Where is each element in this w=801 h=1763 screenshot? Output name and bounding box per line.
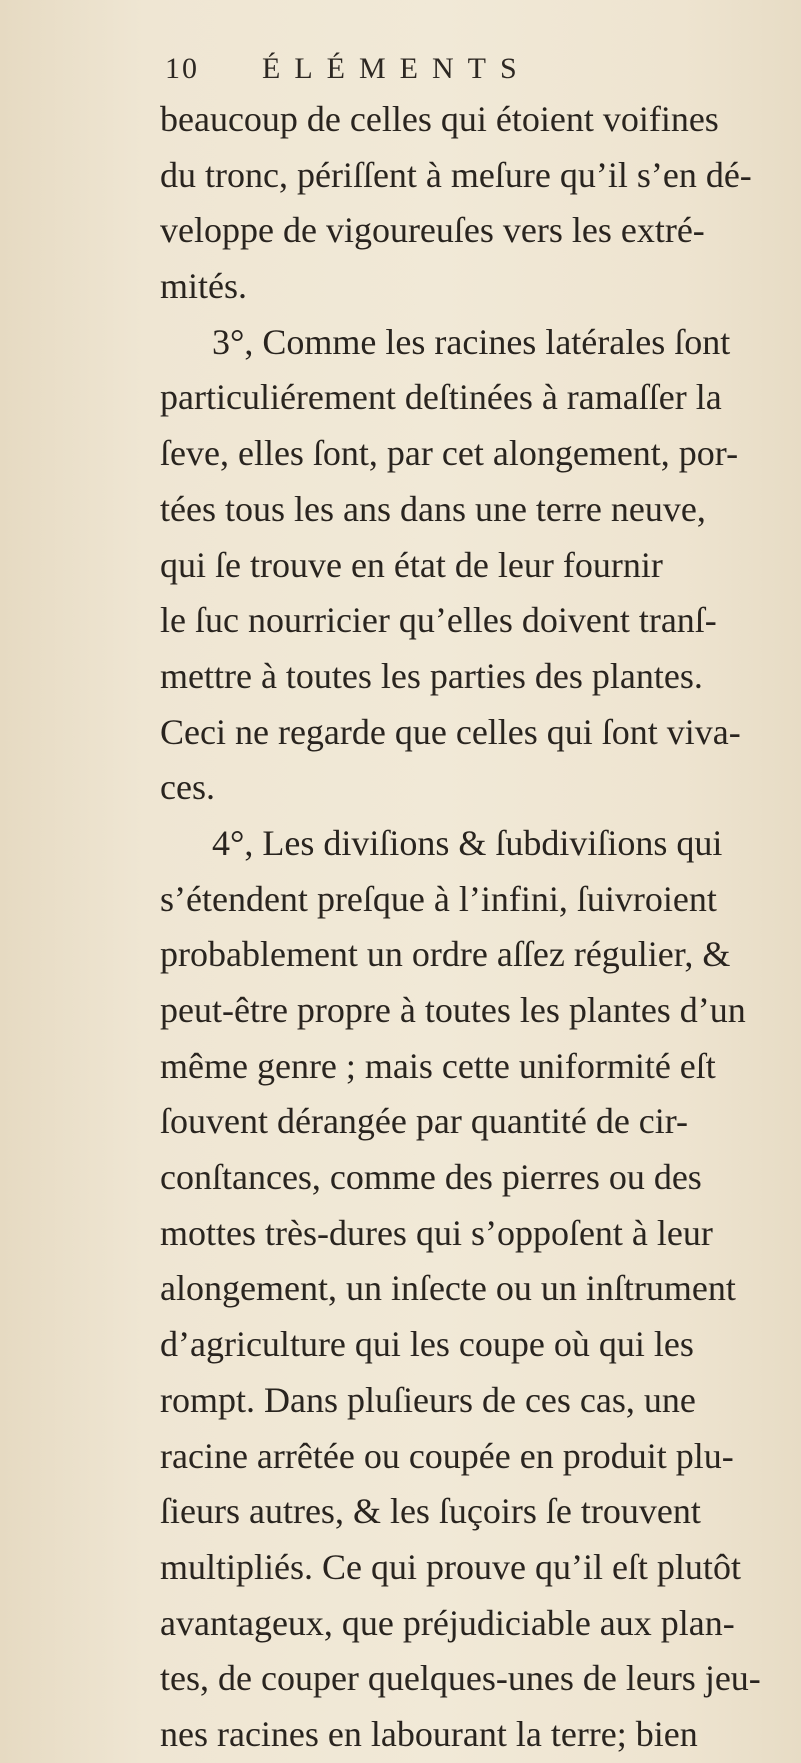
text-line: ſeve, elles ſont, par cet alongement, por- — [160, 433, 739, 474]
text-line: même genre ; mais cette uniformité eſt — [160, 1045, 716, 1086]
text-line: multipliés. Ce qui prouve qu’il eſt plutôt — [160, 1546, 741, 1587]
text-line: qui ſe trouve en état de leur fournir — [160, 544, 663, 585]
text-line: tes, de couper quelques-unes de leurs jeu- — [160, 1658, 761, 1699]
text-line: peut-être propre à toutes les plantes d’un — [160, 990, 746, 1030]
text-line: du tronc, périſſent à meſure qu’il s’en dé- — [160, 154, 752, 195]
paragraph-start-line: 3°, Comme les racines latérales ſont — [212, 321, 731, 362]
text-line: ſouvent dérangée par quantité de cir- — [160, 1101, 689, 1142]
running-head — [165, 52, 785, 92]
text-line: tées tous les ans dans une terre neuve, — [160, 488, 706, 529]
text-line: beaucoup de celles qui étoient voifines — [160, 99, 719, 139]
text-line: mottes très-dures qui s’oppoſent à leur — [160, 1212, 713, 1253]
text-line: mettre à toutes les parties des plantes. — [160, 655, 703, 696]
text-line: rompt. Dans pluſieurs de ces cas, une — [160, 1379, 696, 1420]
text-line: veloppe de vigoureuſes vers les extré- — [160, 210, 705, 251]
text-line: racine arrêtée ou coupée en produit plu- — [160, 1435, 734, 1476]
running-title: ÉLÉMENTS — [262, 52, 531, 85]
text-line: conſtances, comme des pierres ou des — [160, 1157, 702, 1198]
page-number: 10 — [165, 52, 199, 85]
text-line: mités. — [160, 266, 247, 307]
text-line: ſieurs autres, & les ſuçoirs ſe trouvent — [160, 1491, 701, 1532]
text-line: probablement un ordre aſſez régulier, & — [160, 934, 731, 975]
paragraph-start-line: 4°, Les diviſions & ſubdiviſions qui — [212, 822, 723, 863]
text-line: ces. — [160, 767, 215, 808]
text-line: s’étendent preſque à l’infini, ſuivroient — [160, 878, 717, 919]
text-line: Ceci ne regarde que celles qui ſont viva- — [160, 711, 741, 752]
text-line: le ſuc nourricier qu’elles doivent tranſ- — [160, 600, 717, 641]
text-line: alongement, un inſecte ou un inſtrument — [160, 1268, 736, 1309]
text-line: d’agriculture qui les coupe où qui les — [160, 1324, 694, 1365]
text-line: nes racines en labourant la terre; bien — [160, 1713, 698, 1754]
text-line: particuliérement deſtinées à ramaſſer la — [160, 377, 722, 418]
body-text — [160, 92, 800, 1763]
text-line: avantageux, que préjudiciable aux plan- — [160, 1602, 735, 1643]
